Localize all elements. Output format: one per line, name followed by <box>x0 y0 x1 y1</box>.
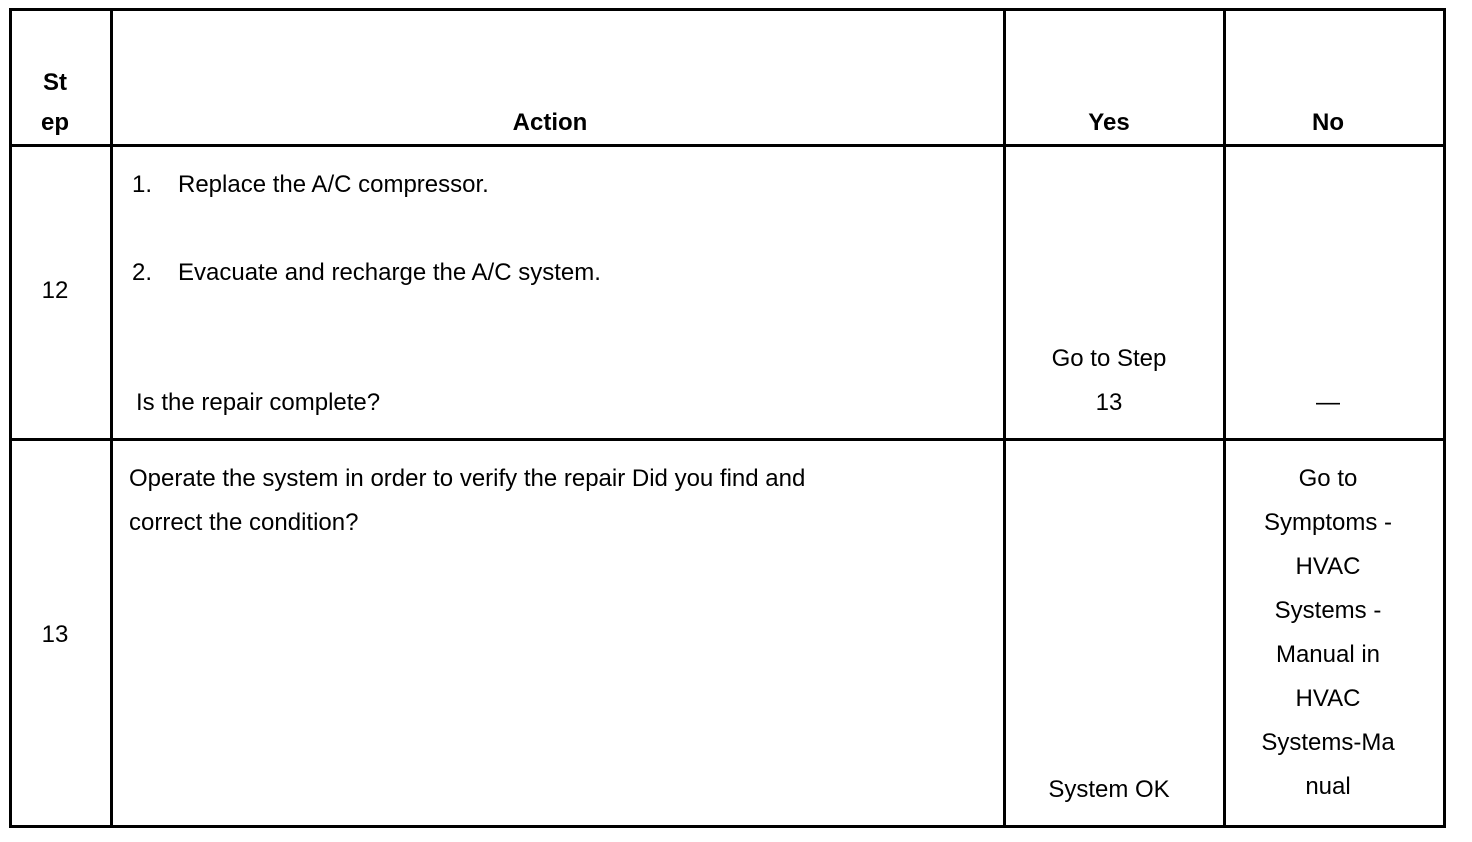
list-number: 2. <box>132 259 153 286</box>
row-12-no: — <box>1316 389 1340 416</box>
row-12-yes: Go to Step 13 <box>1051 345 1167 416</box>
row-12-action-item-2 <box>132 251 601 295</box>
row-12-action-item-1 <box>132 163 489 207</box>
row-divider <box>12 438 1443 441</box>
row-13-step: 13 <box>41 621 69 648</box>
diagnostic-table <box>9 8 1446 828</box>
list-text: Evacuate and recharge the A/C system. <box>178 259 601 286</box>
row-12-step: 12 <box>41 277 69 304</box>
row-13-yes: System OK <box>1048 776 1170 803</box>
row-13-action: Operate the system in order to verify the repair Did you find and correct the condition? <box>129 465 806 536</box>
row-12-question: Is the repair complete? <box>136 389 381 416</box>
row-13-no: Go to Symptoms - HVAC Systems - Manual in HVAC Systems-Ma nual <box>1261 465 1395 800</box>
list-number: 1. <box>132 171 153 198</box>
header-step: St ep <box>40 69 69 136</box>
header-no: No <box>1312 109 1344 136</box>
header-yes: Yes <box>1088 109 1130 136</box>
header-action: Action <box>512 109 588 136</box>
list-text: Replace the A/C compressor. <box>178 171 489 198</box>
